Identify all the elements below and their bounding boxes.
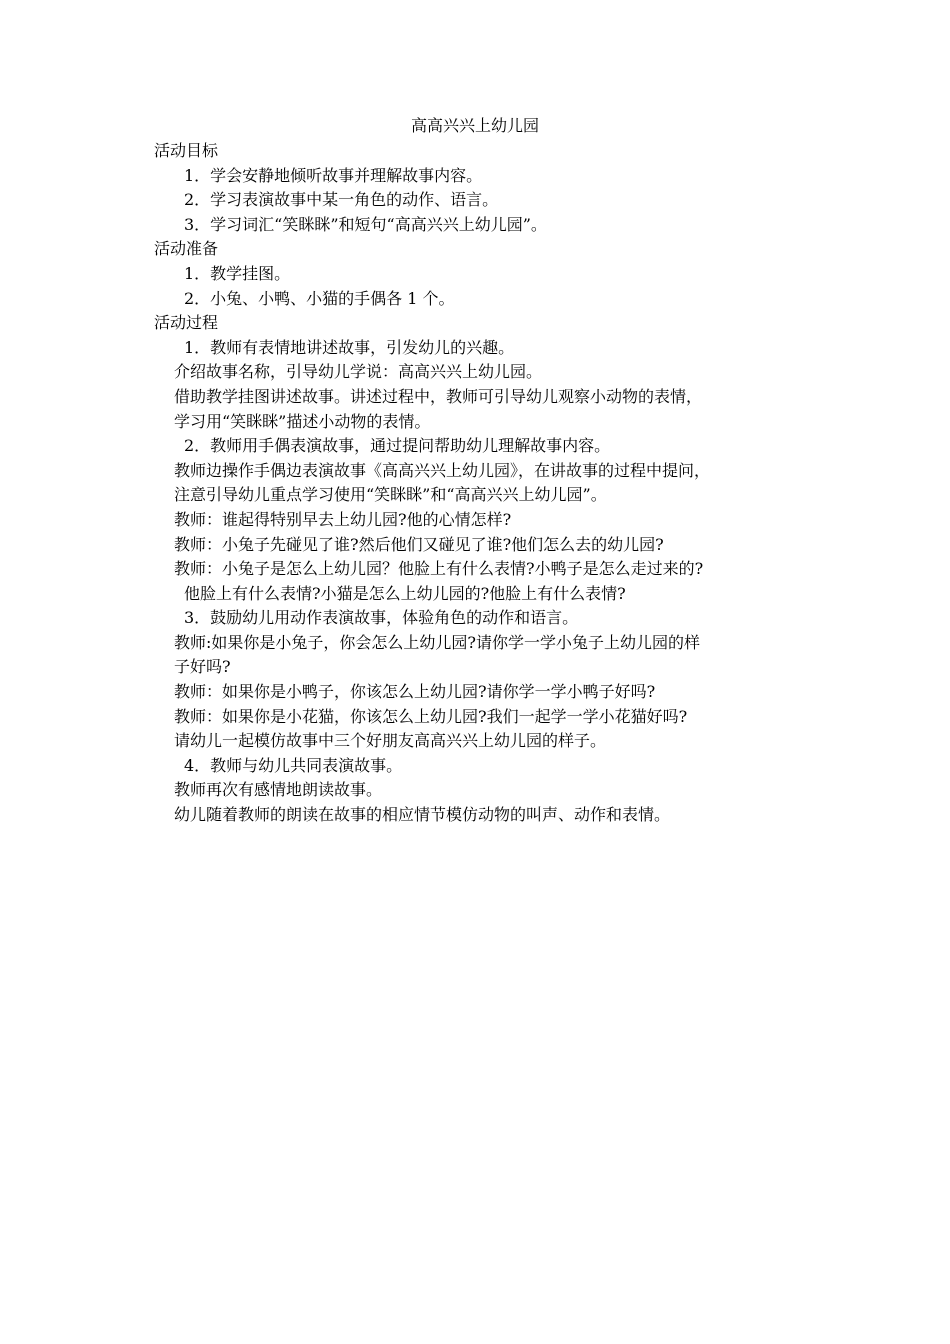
text-line: 教师：小兔子先碰见了谁?然后他们又碰见了谁?他们怎么去的幼儿园? (174, 534, 664, 554)
text-line: 2．小兔、小鸭、小猫的手偶各 1 个。 (184, 288, 455, 308)
text-line: 2．教师用手偶表演故事，通过提问帮助幼儿理解故事内容。 (184, 436, 611, 456)
text-line: 教师再次有感情地朗读故事。 (174, 780, 383, 800)
text-line: 请幼儿一起模仿故事中三个好朋友高高兴兴上幼儿园的样子。 (174, 731, 607, 751)
text-line: 4．教师与幼儿共同表演故事。 (184, 755, 403, 775)
text-line: 1．学会安静地倾听故事并理解故事内容。 (184, 165, 483, 185)
text-line: 1．教师有表情地讲述故事，引发幼儿的兴趣。 (184, 337, 515, 357)
text-line: 注意引导幼儿重点学习使用“笑眯眯”和“高高兴兴上幼儿园”。 (174, 485, 607, 505)
text-line: 3．学习词汇“笑眯眯”和短句“高高兴兴上幼儿园”。 (184, 214, 547, 234)
text-line: 子好吗? (174, 657, 231, 677)
text-line: 2．学习表演故事中某一角色的动作、语言。 (184, 190, 499, 210)
text-line: 教师：谁起得特别早去上幼儿园?他的心情怎样? (174, 509, 512, 529)
section-heading: 活动过程 (154, 313, 219, 333)
text-line: 1．教学挂图。 (184, 263, 291, 283)
text-line: 他脸上有什么表情?小猫是怎么上幼儿园的?他脸上有什么表情? (184, 583, 626, 603)
text-line: 幼儿随着教师的朗读在故事的相应情节模仿动物的叫声、动作和表情。 (174, 805, 671, 825)
text-line: 介绍故事名称，引导幼儿学说：高高兴兴上幼儿园。 (174, 362, 543, 382)
text-line: 教师：如果你是小花猫，你该怎么上幼儿园?我们一起学一学小花猫好吗? (174, 706, 688, 726)
text-line: 教师：如果你是小鸭子，你该怎么上幼儿园?请你学一学小鸭子好吗? (174, 682, 656, 702)
section-heading: 活动目标 (154, 141, 219, 160)
text-line: 教师:如果你是小兔子，你会怎么上幼儿园?请你学一学小兔子上幼儿园的样 (174, 632, 700, 652)
text-line: 学习用“笑眯眯”描述小动物的表情。 (174, 411, 431, 431)
text-line: 3．鼓励幼儿用动作表演故事，体验角色的动作和语言。 (184, 608, 579, 628)
text-line: 教师边操作手偶边表演故事《高高兴兴上幼儿园》，在讲故事的过程中提问， (174, 460, 711, 480)
text-line: 借助教学挂图讲述故事。讲述过程中，教师可引导幼儿观察小动物的表情， (174, 386, 703, 406)
text-line: 教师：小兔子是怎么上幼儿园？他脸上有什么表情?小鸭子是怎么走过来的? (174, 559, 704, 579)
section-heading: 活动准备 (154, 239, 219, 259)
document-title: 高高兴兴上幼儿园 (410, 116, 539, 135)
document-body (154, 139, 834, 828)
